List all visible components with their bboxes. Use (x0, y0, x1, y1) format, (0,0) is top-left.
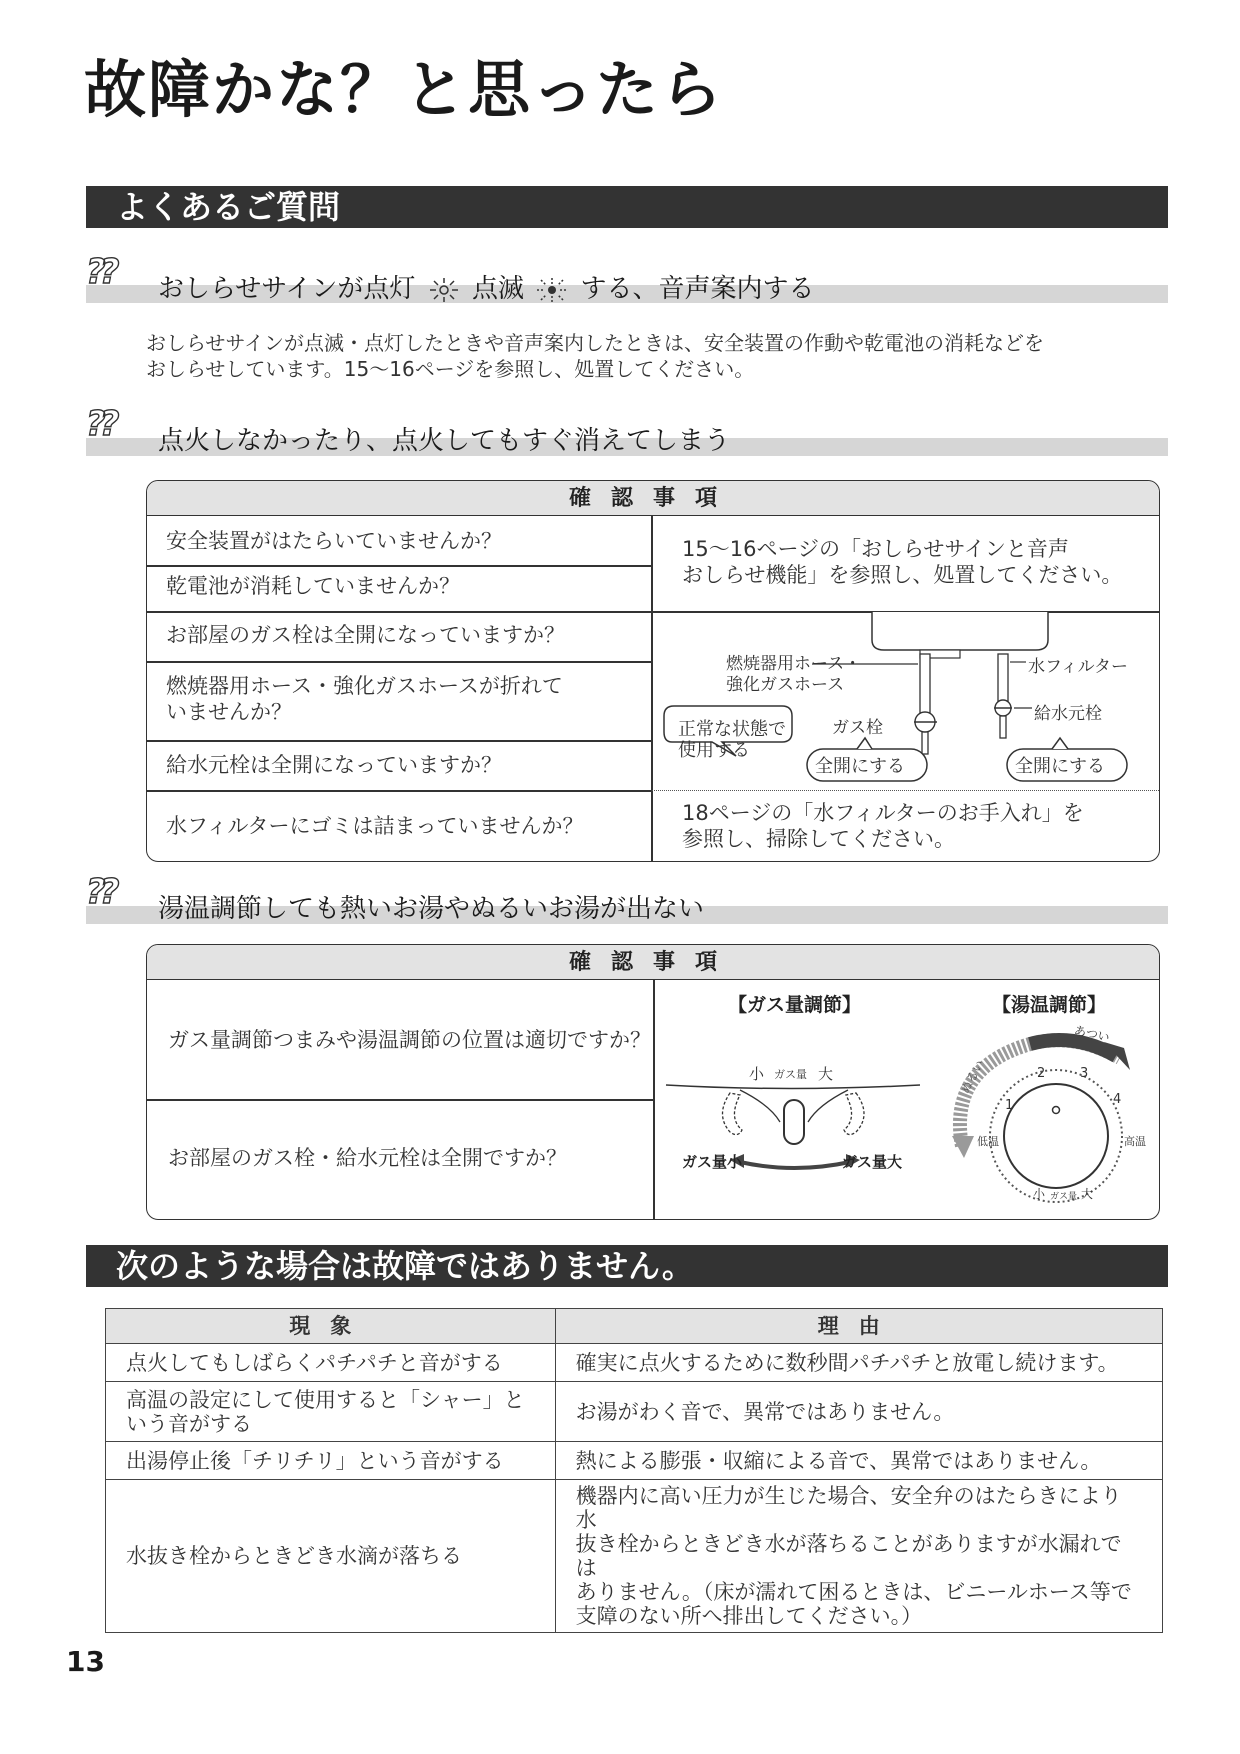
reason-cell (555, 1382, 1162, 1442)
phenomenon-cell (106, 1344, 556, 1382)
phenomenon-text: 出湯停止後「チリチリ」という音がする (126, 1448, 504, 1473)
hose-label-line1: 燃焼器用ホース・ (726, 654, 862, 674)
q2-check-2: 乾電池が消耗していませんか？ (166, 574, 460, 598)
dial-small-label: 小 (1033, 1187, 1046, 1201)
dial-number-3: 3 (1080, 1066, 1089, 1081)
temp-lukewarm-label: ぬるい (957, 1057, 988, 1096)
page-number: 13 (66, 1645, 105, 1678)
q1-body-line1: おしらせサインが点滅・点灯したときや音声案内したときは、安全装置の作動や乾電池の消耗などを (146, 331, 1044, 355)
q1-title-part1: おしらせサインが点灯 (158, 274, 416, 304)
q2-check-3: お部屋のガス栓は全開になっていますか？ (166, 623, 565, 647)
q1-title-part2: 点滅 (471, 274, 524, 304)
dial-gas-label: ガス量 (1050, 1192, 1078, 1202)
reason-cell (555, 1442, 1162, 1480)
dial-number-1: 1 (1005, 1098, 1014, 1113)
q2-check-4b: いませんか？ (166, 700, 292, 724)
not-fault-table (105, 1308, 1163, 1633)
reason-text: お湯がわく音で、異常ではありません。 (575, 1399, 955, 1424)
q2-check-5: 給水元栓は全開になっていますか？ (166, 753, 502, 777)
header-phenomenon: 現象 (106, 1309, 556, 1344)
open-bubble-1: 全開にする (815, 756, 905, 777)
hose-label-line2: 強化ガスホース (726, 675, 845, 695)
temp-high-label: 高温 (1124, 1135, 1146, 1148)
q2-remedy1-line1: 15～16ページの「おしらせサインと音声 (682, 537, 1069, 561)
q2-row-line (147, 790, 651, 792)
lamp-blink-icon (532, 277, 572, 303)
q3-row-line (147, 1099, 653, 1101)
q3-divider (653, 980, 655, 1219)
q3-title: 湯温調節しても熱いお湯やぬるいお湯が出ない (158, 894, 705, 924)
gas-panel-title: 【ガス量調節】 (728, 994, 862, 1016)
q2-check-4a: 燃焼器用ホース・強化ガスホースが折れて (166, 674, 563, 698)
gas-small-label: 小 (749, 1065, 765, 1083)
gas-cock-label: ガス栓 (832, 718, 883, 738)
reason-cell (555, 1480, 1162, 1633)
q2-row-line (147, 565, 651, 567)
phenomenon-cell (106, 1480, 556, 1633)
q2-dotted-line (652, 790, 1159, 791)
table-row (106, 1480, 1163, 1633)
question-icon: ?? (86, 252, 114, 292)
q2-title: 点火しなかったり、点火してもすぐ消えてしまう (158, 426, 731, 456)
hose-label (726, 654, 861, 696)
gas-left-label: ガス量小 (682, 1153, 743, 1171)
reason-text: 機器内に高い圧力が生じた場合、安全弁のはたらきにより水 (575, 1484, 1122, 1532)
dial-number-2: 2 (1037, 1066, 1046, 1081)
phenomenon-cell (106, 1442, 556, 1480)
reason-text: ありません。（床が濡れて困るときは、ビニールホース等で (575, 1580, 1132, 1604)
q3-check-1: ガス量調節つまみや湯温調節の位置は適切ですか？ (168, 1028, 651, 1052)
dial-large-label: 大 (1081, 1187, 1094, 1201)
filter-label: 水フィルター (1028, 657, 1128, 677)
phenomenon-cell (106, 1382, 556, 1442)
reason-text: 支障のない所へ排出してください。） (575, 1604, 923, 1628)
q2-remedy2-line1: 18ページの「水フィルターのお手入れ」を (682, 801, 1084, 825)
table-row (106, 1382, 1163, 1442)
section-not-fault-title: 次のような場合は故障ではありません。 (86, 1245, 1168, 1287)
phenomenon-text: いう音がする (126, 1411, 252, 1436)
q3-table-header: 確認事項 (147, 945, 1159, 980)
gas-amount-label: ガス量 (774, 1068, 807, 1081)
reason-text: 抜き栓からときどき水が落ちることがありますが水漏れでは (575, 1532, 1122, 1580)
q2-row-line (147, 740, 651, 742)
lamp-lit-icon (424, 277, 464, 303)
gas-right-label: ガス量大 (842, 1153, 903, 1171)
temp-panel-title: 【湯温調節】 (992, 994, 1107, 1016)
table-row (106, 1344, 1163, 1382)
page-title: 故障かな？と思ったら (84, 53, 725, 126)
phenomenon-text: 点火してもしばらくパチパチと音がする (126, 1350, 503, 1375)
q2-table-header: 確認事項 (147, 481, 1159, 516)
open-bubble-2: 全開にする (1015, 756, 1105, 777)
valve-label: 給水元栓 (1034, 704, 1102, 724)
reason-text: 確実に点火するために数秒間パチパチと放電し続けます。 (575, 1350, 1119, 1375)
q1-title-part3: する、音声案内する (580, 274, 815, 304)
question-icon: ?? (86, 872, 114, 912)
q3-check-2: お部屋のガス栓・給水元栓は全開ですか？ (168, 1146, 567, 1170)
dial-number-4: 4 (1113, 1092, 1122, 1107)
normal-bubble-line1: 正常な状態で (678, 719, 786, 740)
temp-low-label: 低温 (977, 1135, 999, 1148)
q2-remedy1-line2: おしらせ機能」を参照し、処置してください。 (682, 563, 1123, 587)
q2-check-1: 安全装置がはたらいていませんか？ (166, 529, 502, 553)
table-row (106, 1442, 1163, 1480)
phenomenon-text: 高温の設定にして使用すると「シャー」と (126, 1387, 525, 1412)
normal-bubble (678, 719, 786, 761)
question-icon: ?? (86, 404, 114, 444)
q2-check-6: 水フィルターにゴミは詰まっていませんか？ (166, 814, 584, 838)
q1-title (158, 268, 815, 305)
temp-hot-label: あつい (1072, 1023, 1111, 1045)
q1-body-line2: おしらせしています。15～16ページを参照し、処置してください。 (146, 357, 755, 381)
normal-bubble-line2: 使用する (678, 740, 750, 761)
reason-cell (555, 1344, 1162, 1382)
phenomenon-text: 水抜き栓からときどき水滴が落ちる (126, 1544, 462, 1568)
section-faq-title: よくあるご質問 (86, 186, 1168, 228)
q2-row-line (147, 661, 651, 663)
table-header-row (106, 1309, 1163, 1344)
header-reason: 理由 (555, 1309, 1162, 1344)
q2-remedy2-line2: 参照し、掃除してください。 (682, 827, 955, 851)
gas-large-label: 大 (818, 1065, 834, 1083)
reason-text: 熱による膨張・収縮による音で、異常ではありません。 (575, 1448, 1102, 1473)
